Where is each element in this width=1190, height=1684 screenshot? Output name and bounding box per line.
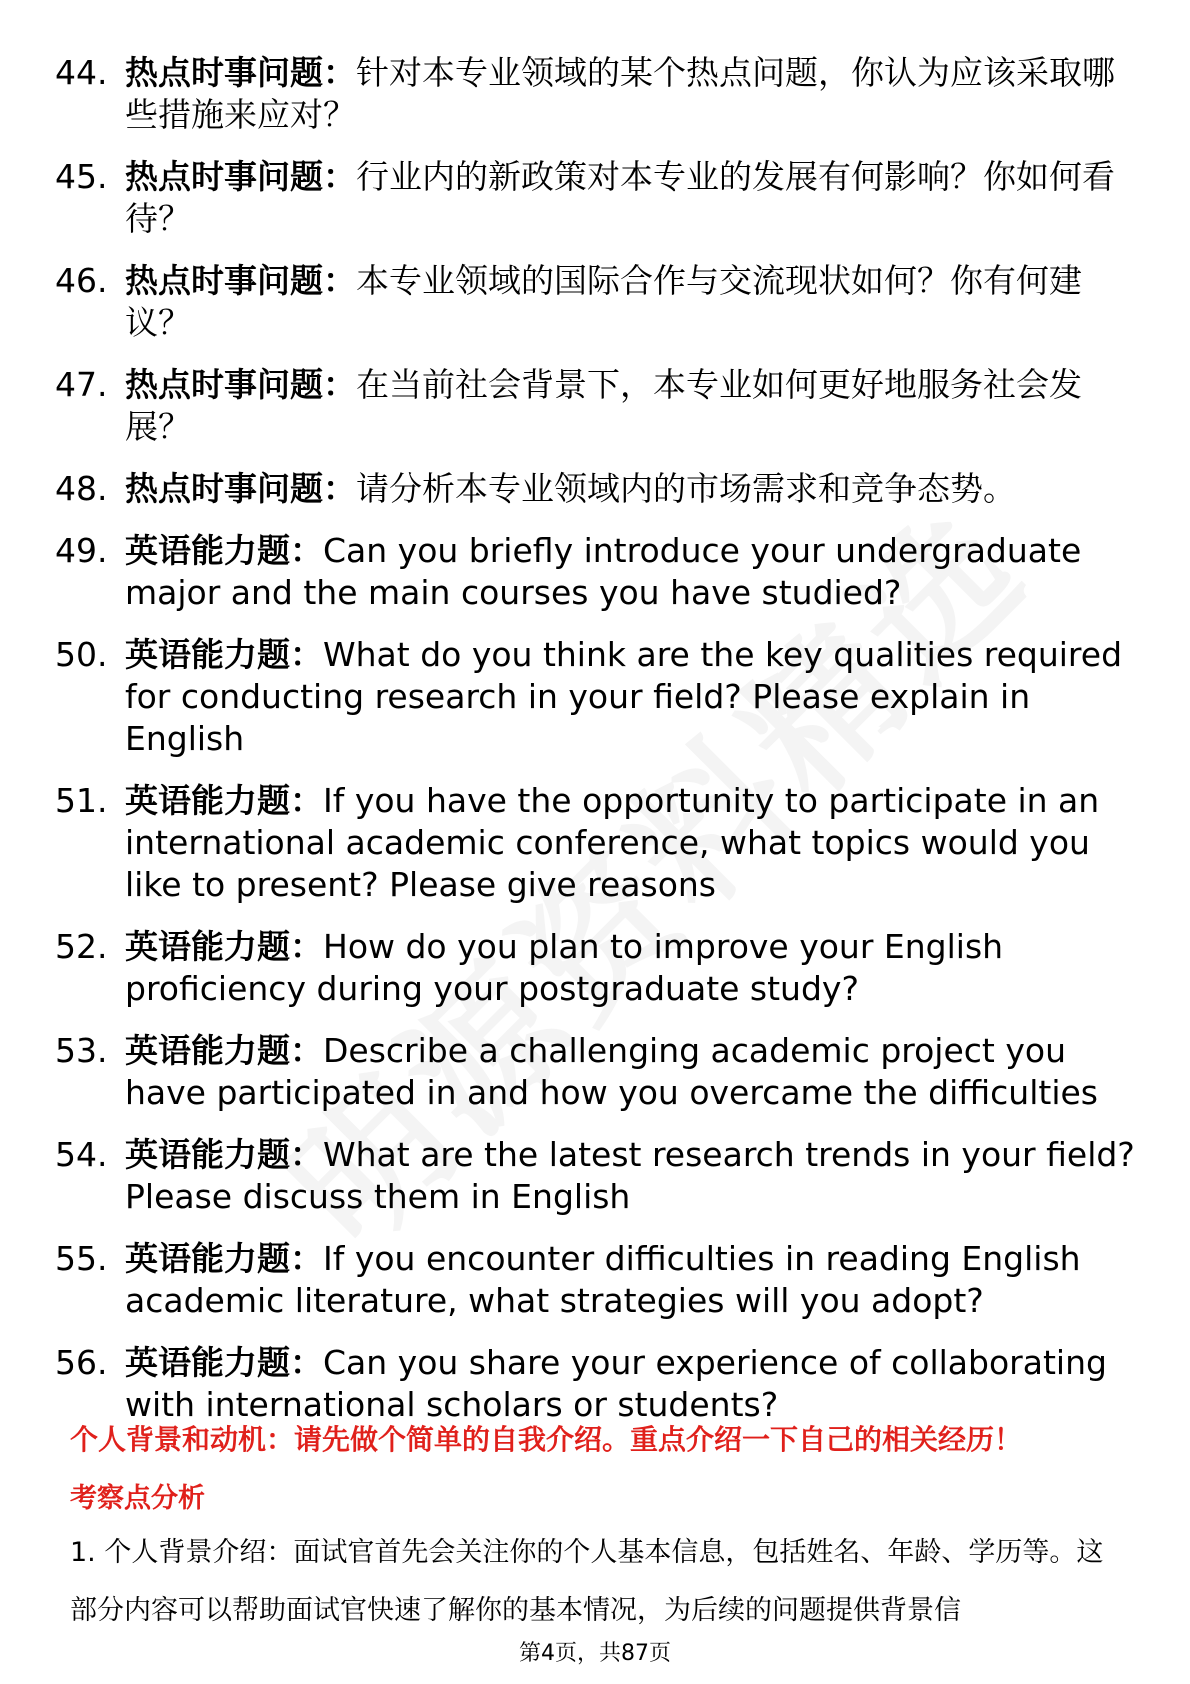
question-category: 英语能力题： xyxy=(125,1135,323,1174)
question-number: 44. xyxy=(55,53,108,92)
question-category: 热点时事问题： xyxy=(125,365,356,404)
question-category: 英语能力题： xyxy=(125,927,323,966)
question-text: 本专业领域的国际合作与交流现状如何？你有何建议？ xyxy=(125,261,1082,342)
question-text: 针对本专业领域的某个热点问题，你认为应该采取哪些措施来应对？ xyxy=(125,53,1115,134)
question-text: Can you share your experience of collaborating with international scholars or students? xyxy=(125,1343,1107,1424)
list-item xyxy=(55,634,1145,760)
question-number: 45. xyxy=(55,157,108,196)
analysis-paragraph: 1. 个人背景介绍：面试官首先会关注你的个人基本信息，包括姓名、年龄、学历等。这部分内容可以帮助面试官快速了解你的基本情况，为后续的问题提供背景信 xyxy=(70,1537,1104,1626)
list-item xyxy=(55,52,1145,136)
question-category: 热点时事问题： xyxy=(125,53,356,92)
list-item xyxy=(55,364,1145,448)
list-item xyxy=(55,926,1145,1010)
question-text: 请分析本专业领域内的市场需求和竞争态势。 xyxy=(356,469,1016,508)
question-category: 英语能力题： xyxy=(125,1239,323,1278)
page-number: 第4页，共87页 xyxy=(519,1641,671,1666)
question-category: 英语能力题： xyxy=(125,781,323,820)
question-text: What are the latest research trends in your field? Please discuss them in English xyxy=(125,1135,1135,1216)
question-text: Can you briefly introduce your undergraduate major and the main courses you have studied? xyxy=(125,531,1082,612)
question-text: Describe a challenging academic project you have participated in and how you overcame the difficulties xyxy=(125,1031,1098,1112)
question-category: 英语能力题： xyxy=(125,635,323,674)
question-number: 50. xyxy=(55,635,108,674)
question-category: 英语能力题： xyxy=(125,1343,323,1382)
question-number: 49. xyxy=(55,531,108,570)
question-number: 53. xyxy=(55,1031,108,1070)
list-item xyxy=(55,1030,1145,1114)
question-number: 46. xyxy=(55,261,108,300)
question-category: 英语能力题： xyxy=(125,1031,323,1070)
list-item xyxy=(55,260,1145,344)
question-text: If you have the opportunity to participate in an international academic conference, what topics would you like to present? Please give reasons xyxy=(125,781,1100,904)
question-text: 在当前社会背景下，本专业如何更好地服务社会发展？ xyxy=(125,365,1082,446)
analysis-heading: 考察点分析 xyxy=(70,1483,205,1514)
question-list xyxy=(55,52,1145,1446)
question-number: 52. xyxy=(55,927,108,966)
list-item xyxy=(55,530,1145,614)
question-category: 英语能力题： xyxy=(125,531,323,570)
question-category: 热点时事问题： xyxy=(125,157,356,196)
question-number: 55. xyxy=(55,1239,108,1278)
question-category: 热点时事问题： xyxy=(125,261,356,300)
list-item xyxy=(55,156,1145,240)
question-number: 56. xyxy=(55,1343,108,1382)
question-number: 47. xyxy=(55,365,108,404)
list-item xyxy=(55,780,1145,906)
question-text: How do you plan to improve your English proficiency during your postgraduate study? xyxy=(125,927,1004,1008)
question-number: 51. xyxy=(55,781,108,820)
question-text: What do you think are the key qualities required for conducting research in your field? Please explain in English xyxy=(125,635,1123,758)
list-item xyxy=(55,1134,1145,1218)
section-title: 个人背景和动机：请先做个简单的自我介绍。重点介绍一下自己的相关经历！ xyxy=(70,1423,1023,1456)
list-item xyxy=(55,468,1145,510)
list-item xyxy=(55,1238,1145,1322)
question-number: 48. xyxy=(55,469,108,508)
question-category: 热点时事问题： xyxy=(125,469,356,508)
question-text: If you encounter difficulties in reading English academic literature, what strategies will you adopt? xyxy=(125,1239,1081,1320)
list-item xyxy=(55,1342,1145,1426)
question-number: 54. xyxy=(55,1135,108,1174)
question-text: 行业内的新政策对本专业的发展有何影响？你如何看待？ xyxy=(125,157,1115,238)
